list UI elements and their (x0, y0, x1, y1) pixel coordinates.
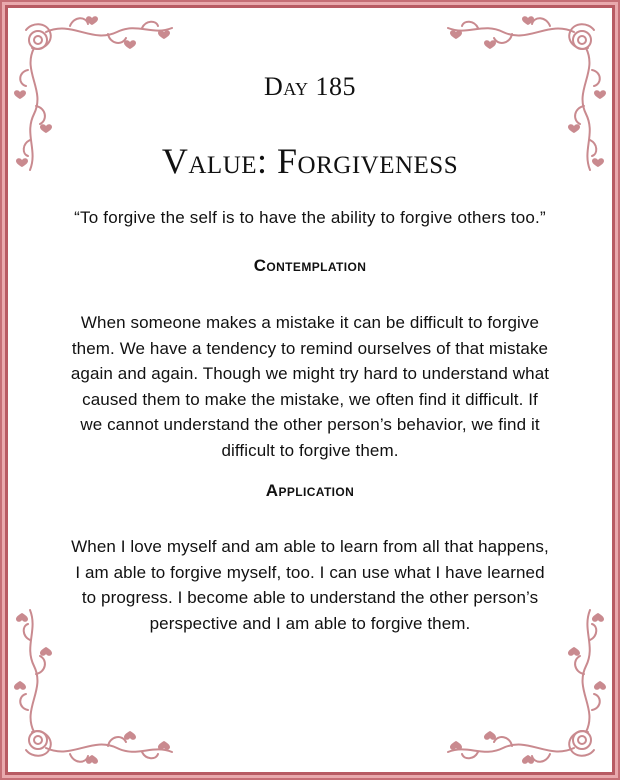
contemplation-line: When someone makes a mistake it can be difficult to forgive (80, 313, 540, 332)
contemplation-line: difficult to forgive them. (221, 440, 399, 460)
contemplation-line: again and again. Though we might try hard to understand what (70, 364, 550, 384)
application-heading: Application (265, 481, 355, 500)
value-title: Value: Forgiveness (161, 141, 459, 181)
contemplation-heading: Contemplation (253, 256, 367, 275)
application-line: perspective and I am able to forgive them. (149, 613, 471, 633)
application-line: I am able to forgive myself, too. I can use what I have learned (75, 562, 545, 582)
contemplation-line: caused them to make the mistake, we often find it difficult. If (82, 389, 538, 409)
contemplation-line: we cannot understand the other person’s behavior, we find it (80, 415, 540, 435)
application-line: When I love myself and am able to learn from all that happens, (71, 537, 549, 556)
day-title: Day 185 (263, 72, 357, 101)
quote: “To forgive the self is to have the ability to forgive others too.” (74, 208, 546, 227)
contemplation-paragraph (60, 310, 560, 464)
contemplation-line: them. We have a tendency to remind ourselves of that mistake (71, 338, 549, 358)
application-paragraph (60, 534, 560, 636)
application-line: to progress. I become able to understand the other person’s (81, 588, 539, 608)
